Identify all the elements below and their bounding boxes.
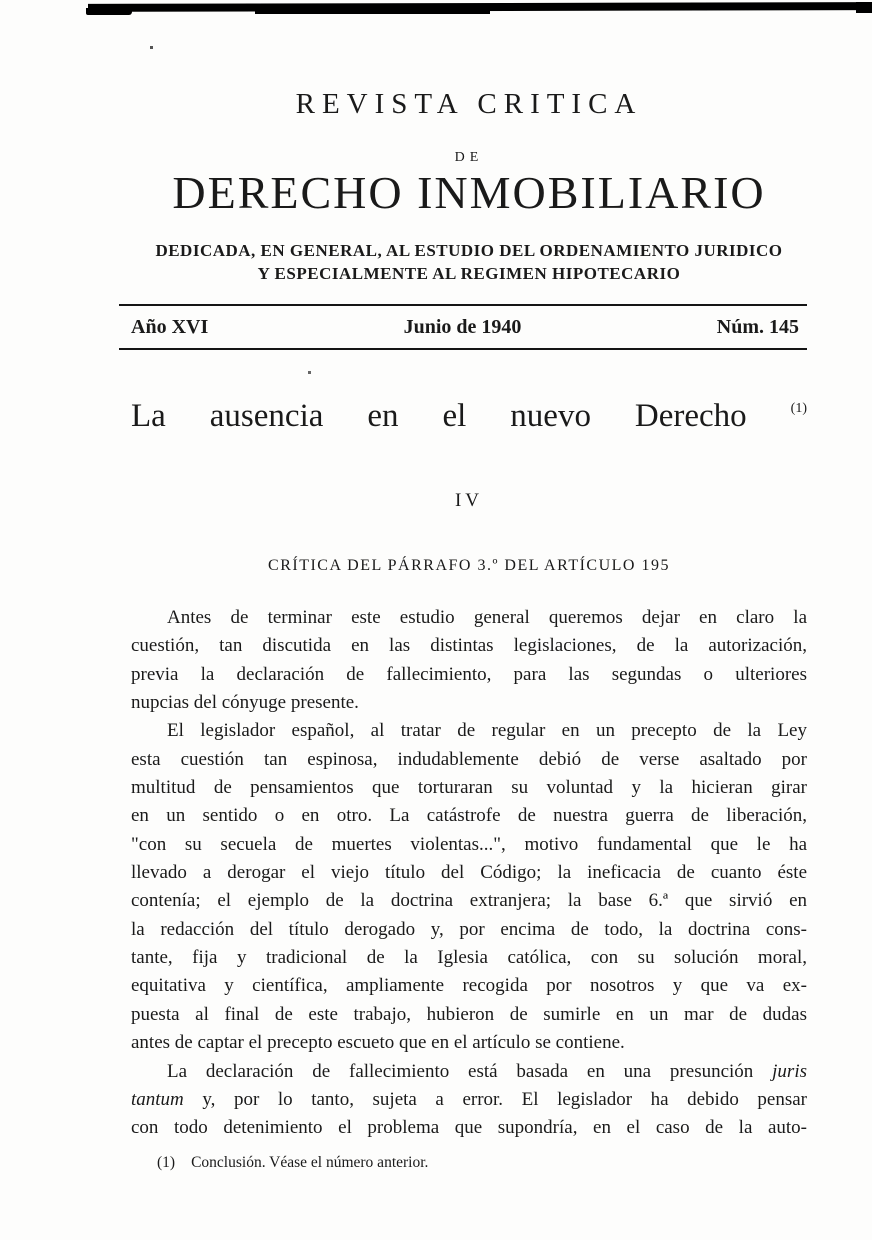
text-line: tantum y, por lo tanto, sujeta a error. El legislador ha debido pensar (131, 1088, 807, 1110)
footnote-marker: (1) (157, 1154, 176, 1171)
journal-dedication-line1: DEDICADA, EN GENERAL, AL ESTUDIO DEL ORDENAMIENTO JURIDICO (155, 241, 783, 260)
footnote-text: Conclusión. Véase el número anterior. (191, 1154, 429, 1171)
text-line: cuestión, tan discutida en las distintas legislaciones, de la autorización, (131, 635, 807, 657)
text-line: la redacción del título derogado y, por encima de todo, la doctrina cons- (131, 918, 807, 940)
issue-volume: Año XVI (131, 315, 209, 338)
scan-artifact-bar (255, 10, 490, 14)
paragraph (131, 1058, 807, 1143)
text-line: esta cuestión tan espinosa, indudablemente debió de verse asaltado por (131, 748, 807, 770)
scan-speck (308, 371, 311, 374)
section-number: IV (454, 490, 484, 511)
text-line: La declaración de fallecimiento está basada en una presunción juris (167, 1060, 807, 1082)
text-line: con todo detenimiento el problema que supondría, en el caso de la auto- (131, 1117, 807, 1139)
journal-title-line1: REVISTA CRITICA (295, 88, 643, 120)
text-line: contenía; el ejemplo de la doctrina extranjera; la base 6.ª que sirvió en (131, 890, 807, 912)
issue-date: Junio de 1940 (403, 315, 522, 338)
text-line: antes de captar el precepto escueto que en el artículo se contiene. (131, 1032, 625, 1054)
text-line: nupcias del cónyuge presente. (131, 692, 359, 714)
article-title-text: La ausencia en el nuevo Derecho (131, 398, 747, 434)
issue-number: Núm. 145 (716, 315, 799, 338)
footnote (131, 1154, 807, 1172)
footnote-reference: (1) (790, 401, 807, 416)
text-line: Antes de terminar este estudio general queremos dejar en claro la (167, 607, 807, 628)
text-line: El legislador español, al tratar de regular en un precepto de la Ley (167, 720, 807, 742)
text-line: en un sentido o en otro. La catástrofe de nuestra guerra de liberación, (131, 805, 807, 827)
paragraph (131, 604, 807, 717)
text-line: "con su secuela de muertes violentas...", motivo fundamental que le ha (131, 833, 807, 855)
article-title (131, 398, 807, 435)
article-body (131, 604, 807, 1143)
journal-title-main: DERECHO INMOBILIARIO (172, 167, 766, 218)
issue-info-bar (119, 304, 807, 350)
scan-speck (150, 46, 153, 49)
journal-title-de: DE (454, 150, 484, 165)
text-line: tante, fija y tradicional de la Iglesia católica, con su solución moral, (131, 947, 807, 969)
scan-artifact-bar (856, 2, 872, 13)
text-line: previa la declaración de fallecimiento, para las segundas o ulteriores (131, 663, 807, 685)
text-line: equitativa y científica, ampliamente recogida por nosotros y que va ex- (131, 975, 807, 997)
text-line: puesta al final de este trabajo, hubieron de sumirle en un mar de dudas (131, 1003, 807, 1025)
journal-dedication-line2: Y ESPECIALMENTE AL REGIMEN HIPOTECARIO (257, 264, 681, 283)
paragraph (131, 717, 807, 1057)
scan-artifact-bar (86, 8, 132, 15)
text-line: multitud de pensamientos que torturaran su voluntad y la hicieran girar (131, 777, 807, 799)
text-line: llevado a derogar el viejo título del Código; la ineficacia de cuanto éste (131, 862, 807, 884)
section-heading: CRÍTICA DEL PÁRRAFO 3.º DEL ARTÍCULO 195 (268, 557, 670, 574)
